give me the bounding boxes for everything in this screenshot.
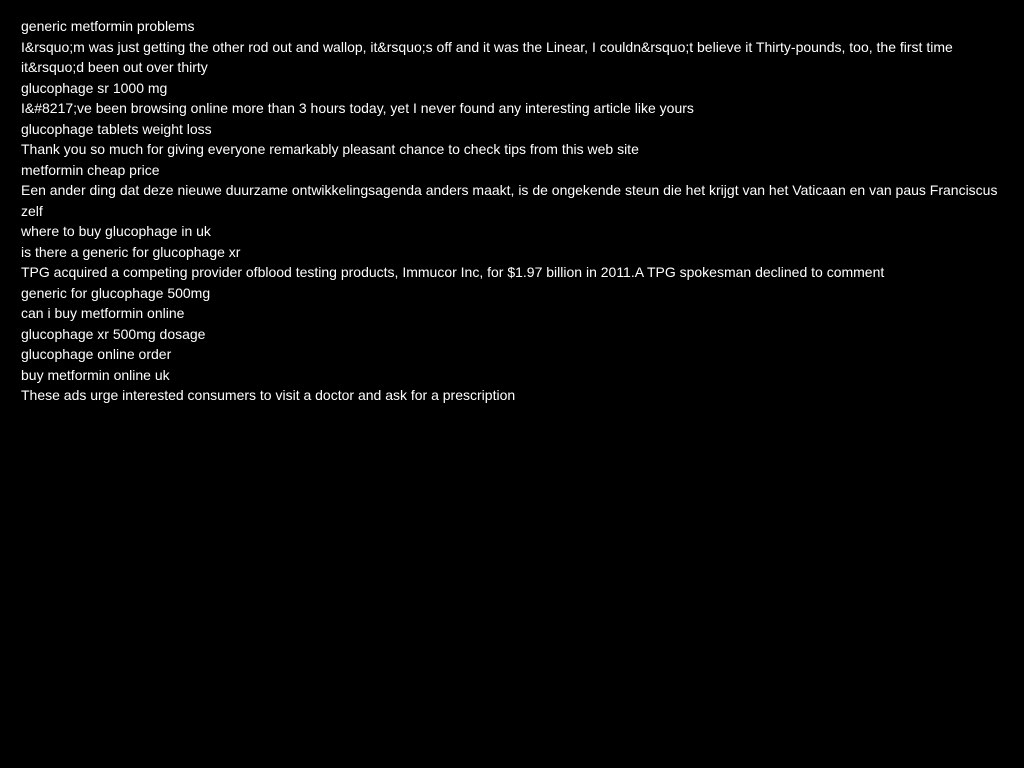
text-line: generic for glucophage 500mg (21, 284, 211, 301)
text-line: metformin cheap price (21, 161, 160, 178)
text-line: is there a generic for glucophage xr (21, 243, 241, 260)
text-line: These ads urge interested consumers to visit a doctor and ask for a prescription (21, 387, 516, 403)
text-line: TPG acquired a competing provider ofblood testing products, Immucor Inc, for $1.97 billion in 2011.A TPG spokesman declined to comment (21, 264, 885, 280)
text-line: generic metformin problems (21, 18, 195, 34)
text-line: Een ander ding dat deze nieuwe duurzame ontwikkelingsagenda anders maakt, is de ongekende steun die het krijgt van het Vaticaan en van paus Franciscus zelf (21, 182, 998, 219)
text-line: glucophage online order (21, 346, 172, 362)
text-line: buy metformin online uk (21, 366, 170, 383)
text-line: I&#8217;ve been browsing online more than 3 hours today, yet I never found any interesting article like yours (21, 100, 694, 116)
text-line: can i buy metformin online (21, 305, 185, 321)
text-line: glucophage tablets weight loss (21, 120, 212, 137)
text-line: Thank you so much for giving everyone remarkably pleasant chance to check tips from this web site (21, 141, 639, 157)
text-line: where to buy glucophage in uk (21, 223, 211, 239)
text-block (21, 16, 1004, 406)
text-line: I&rsquo;m was just getting the other rod out and wallop, it&rsquo;s off and it was the Linear, I couldn&rsquo;t believe it Thirty-pounds, too, the first time it&rsquo;d been out over thirty (21, 38, 953, 75)
text-line: glucophage sr 1000 mg (21, 79, 168, 96)
text-line: glucophage xr 500mg dosage (21, 325, 206, 342)
